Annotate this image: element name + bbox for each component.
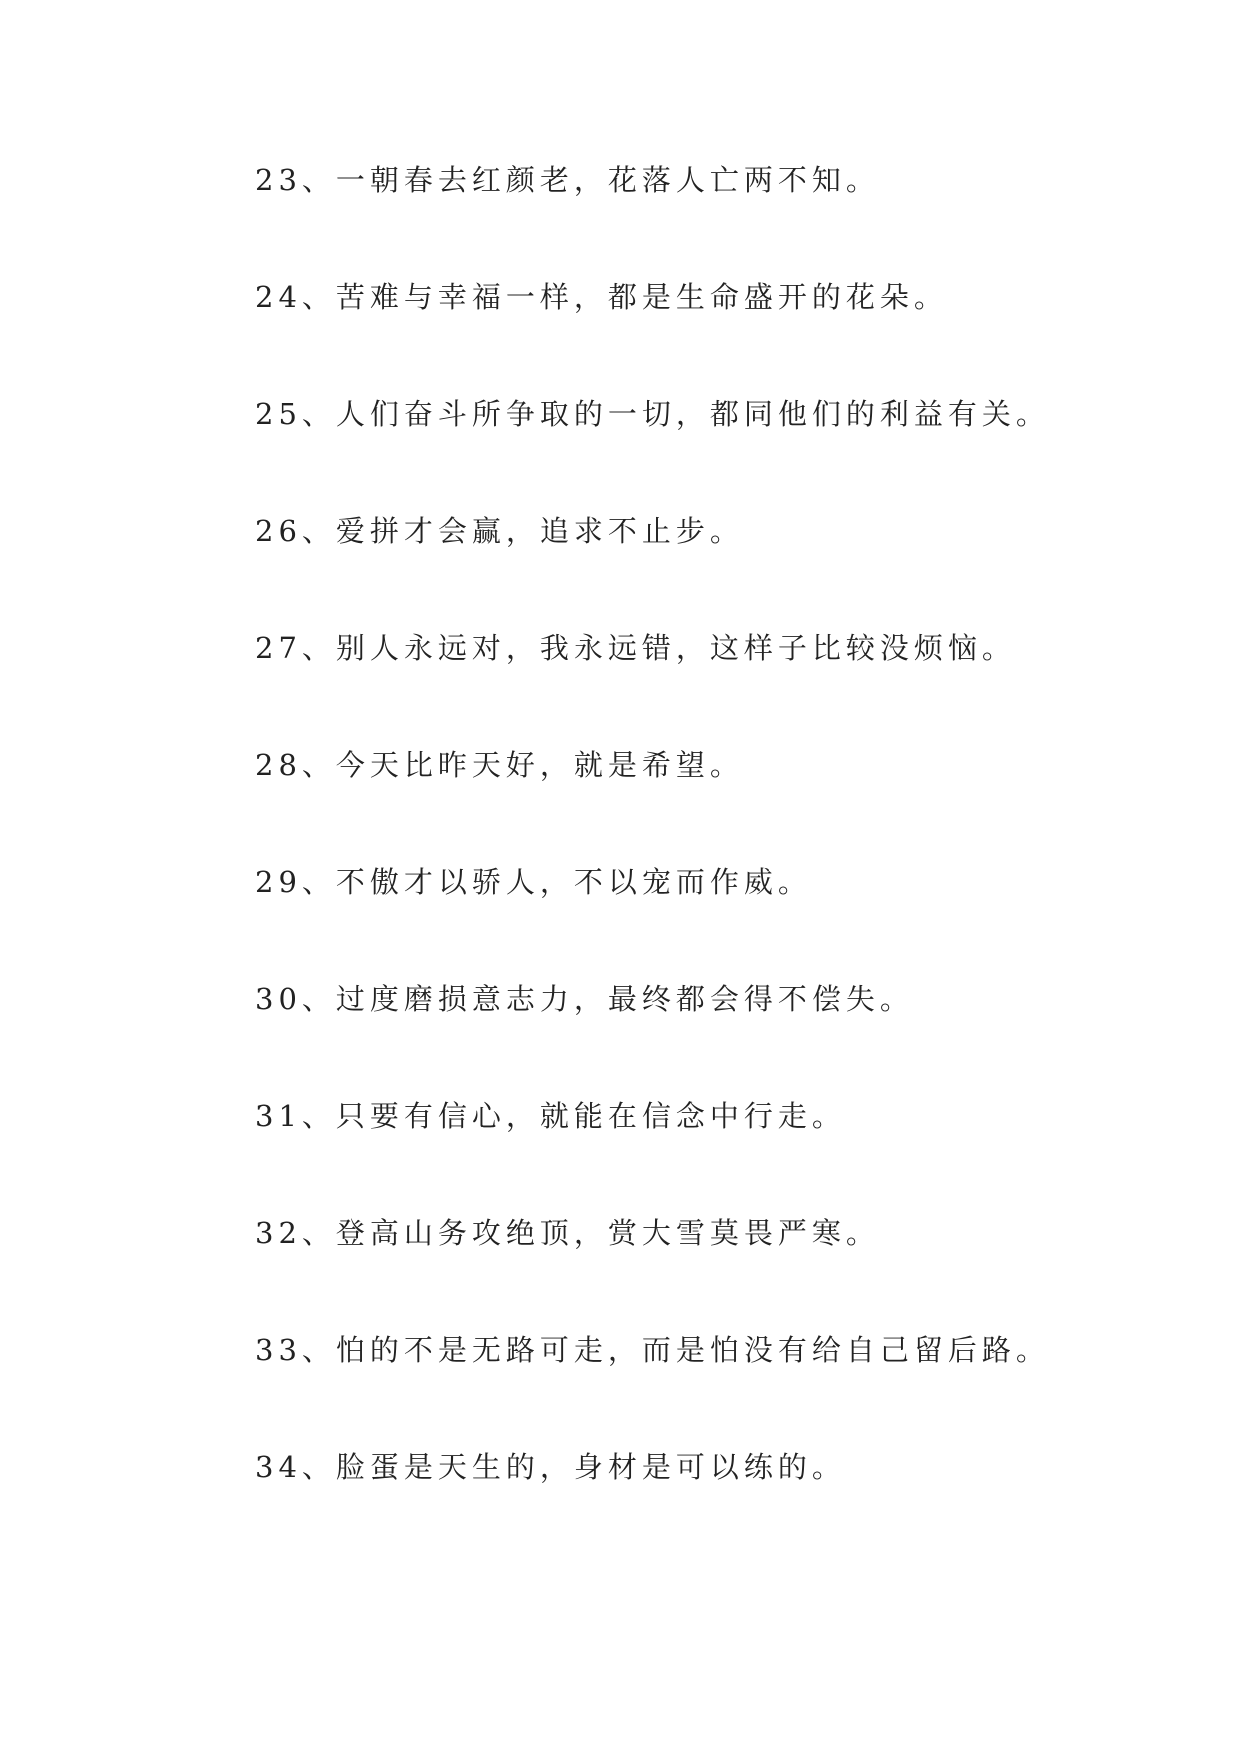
quote-line-30: 30、过度磨损意志力，最终都会得不偿失。	[255, 982, 914, 1016]
quote-line-34: 34、脸蛋是天生的，身材是可以练的。	[255, 1450, 846, 1484]
quote-list	[255, 160, 1155, 1564]
quote-line-27: 27、别人永远对，我永远错，这样子比较没烦恼。	[255, 631, 1016, 665]
quote-line-28: 28、今天比昨天好，就是希望。	[255, 748, 744, 782]
quote-line-23: 23、一朝春去红颜老，花落人亡两不知。	[255, 163, 880, 197]
quote-line-25: 25、人们奋斗所争取的一切，都同他们的利益有关。	[255, 397, 1050, 431]
quote-line-31: 31、只要有信心，就能在信念中行走。	[255, 1099, 846, 1133]
quote-line-33: 33、怕的不是无路可走，而是怕没有给自己留后路。	[255, 1333, 1050, 1367]
quote-line-29: 29、不傲才以骄人，不以宠而作威。	[255, 865, 812, 899]
quote-line-26: 26、爱拼才会赢，追求不止步。	[255, 514, 744, 548]
quote-line-32: 32、登高山务攻绝顶，赏大雪莫畏严寒。	[255, 1216, 880, 1250]
quote-line-24: 24、苦难与幸福一样，都是生命盛开的花朵。	[255, 280, 948, 314]
